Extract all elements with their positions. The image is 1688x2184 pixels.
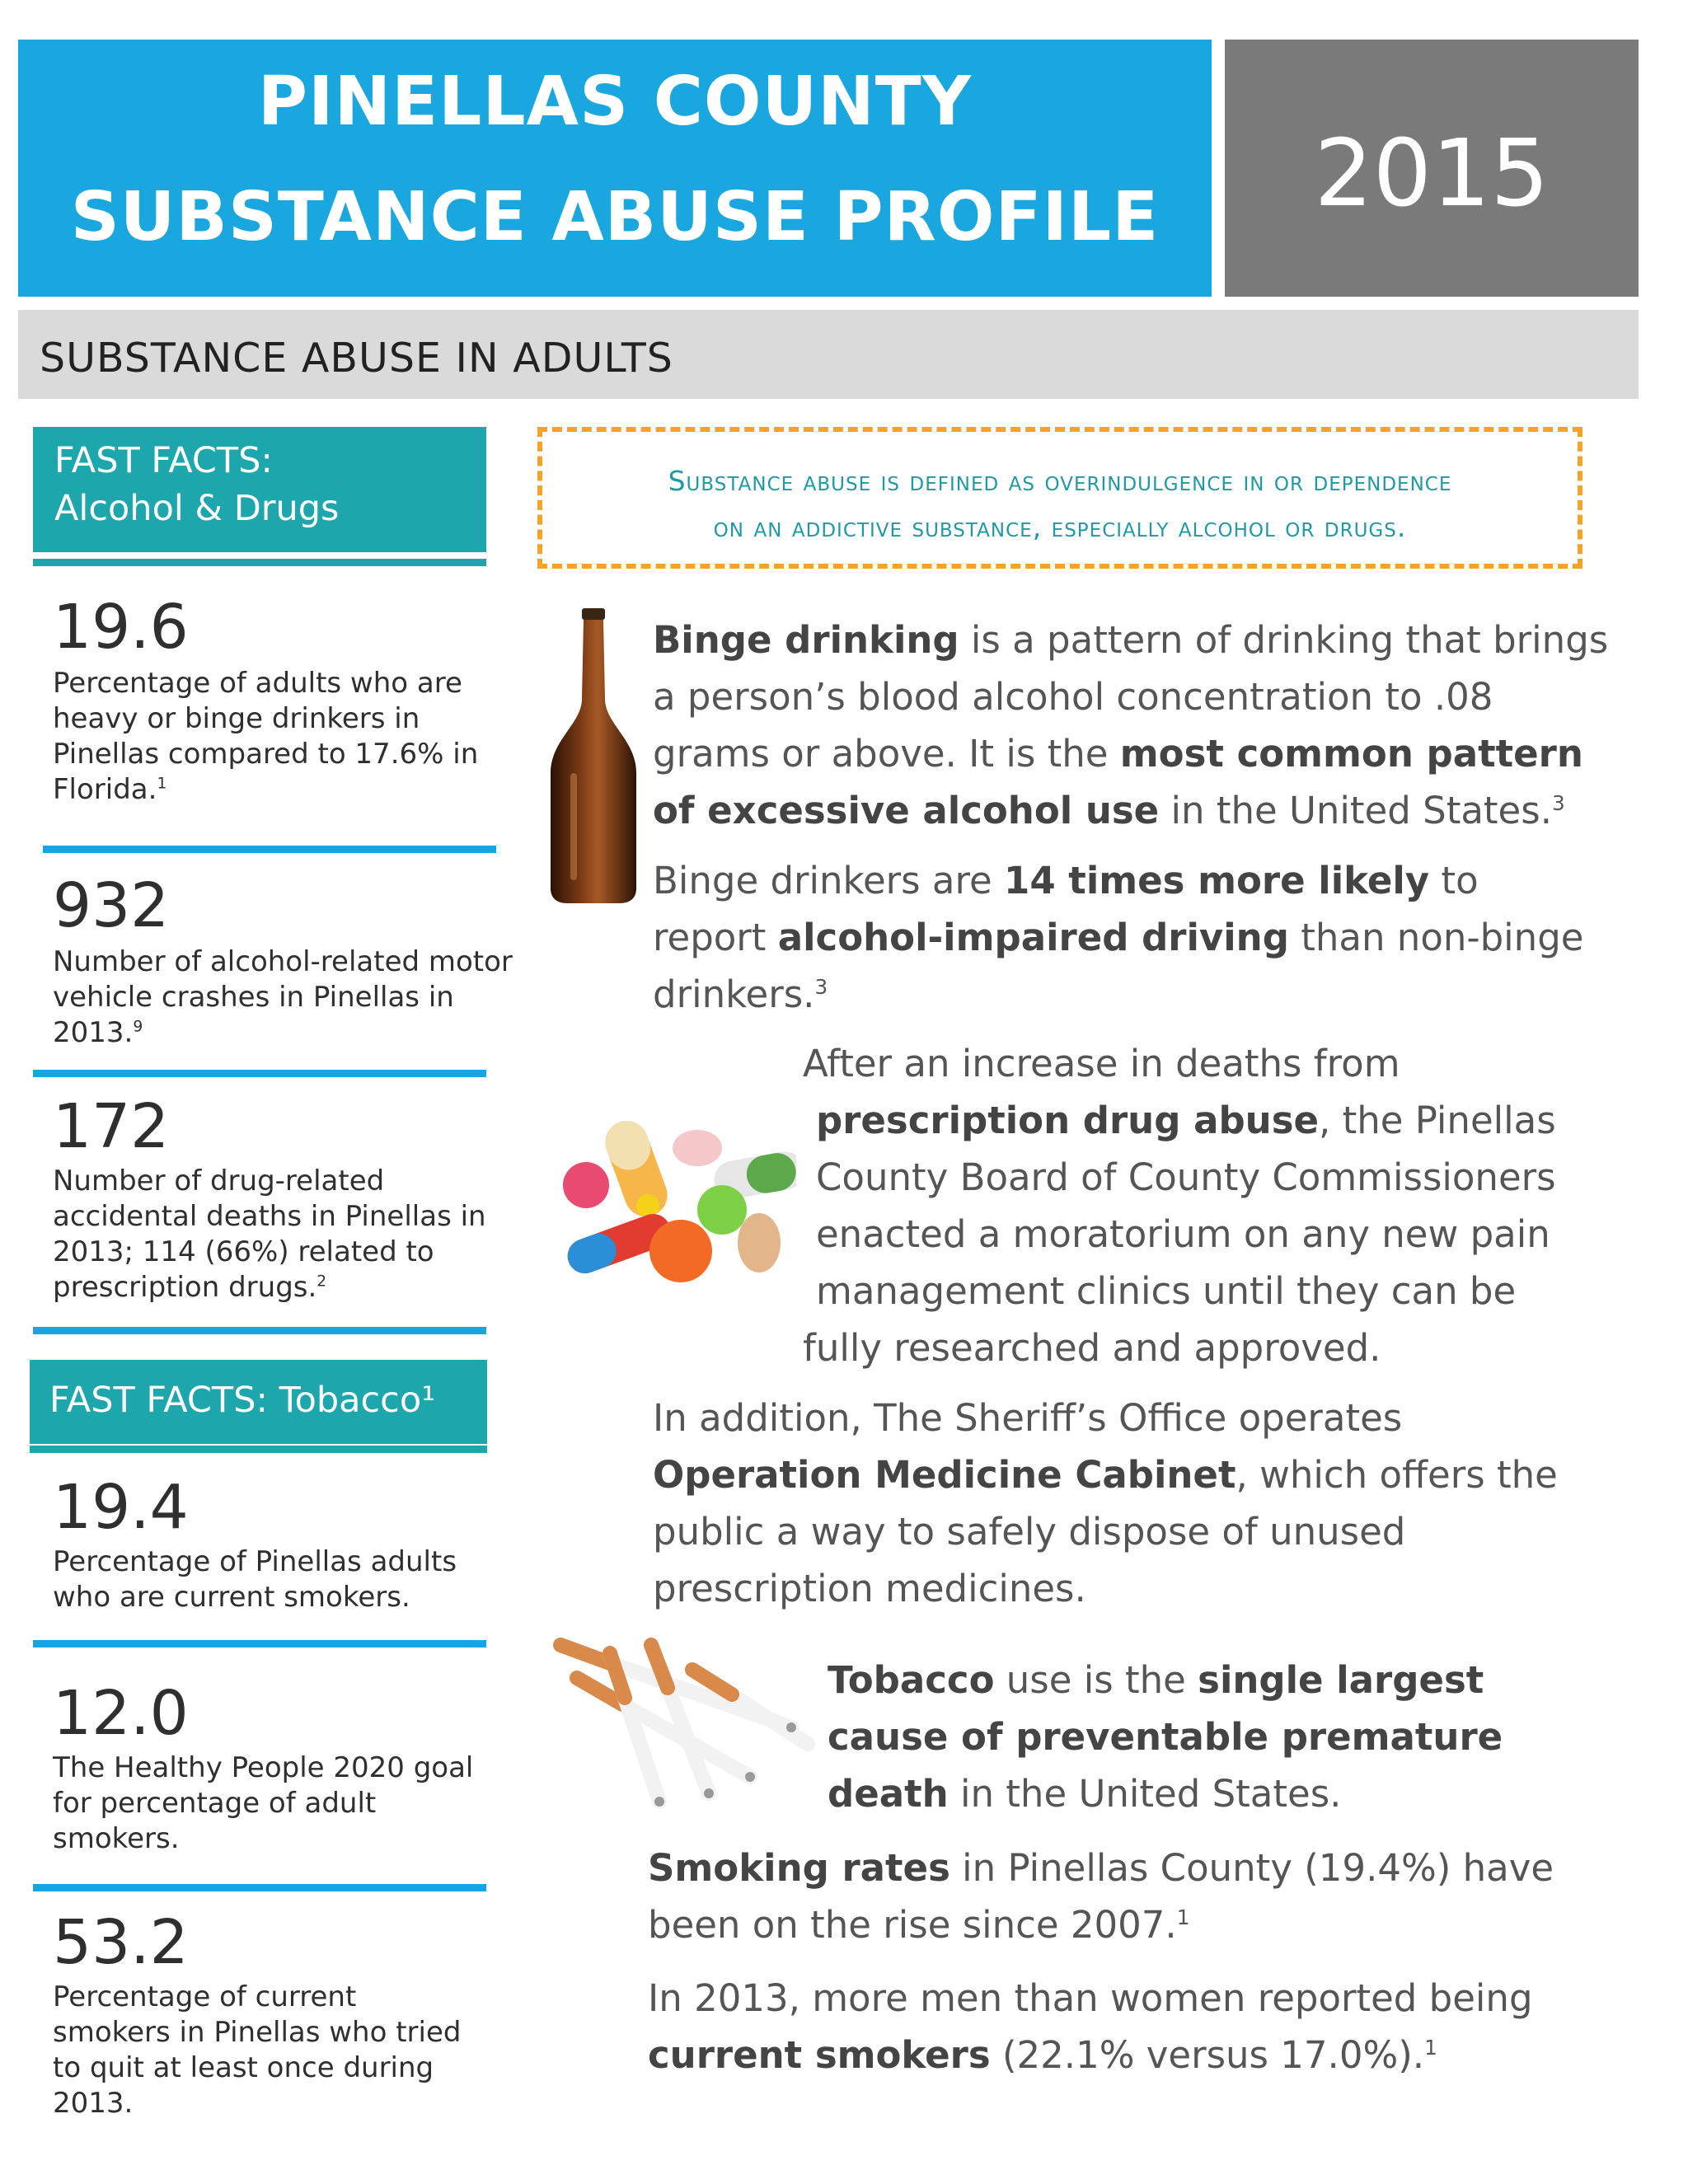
- stat-value: 172: [53, 1091, 170, 1162]
- title-line-2: SUBSTANCE ABUSE PROFILE: [70, 178, 1160, 256]
- stat-value: 12.0: [53, 1678, 189, 1749]
- stat-value: 19.6: [53, 592, 189, 663]
- stat-description: Percentage of current smokers in Pinellas who tried to quit at least once during 2013.: [53, 1980, 462, 2120]
- fast-facts-drugs-heading-line1: FAST FACTS:: [54, 440, 273, 481]
- section-title: SUBSTANCE ABUSE IN ADULTS: [40, 335, 673, 382]
- stat-value: 53.2: [53, 1907, 189, 1978]
- divider: [33, 1327, 486, 1334]
- binge-driving-paragraph: Binge drinkers are 14 times more likely to report alcohol-impaired driving than non-binge drinkers.$^3$: [653, 859, 1584, 1016]
- cigarettes-icon: [544, 1629, 816, 1818]
- definition-line-1: Substance abuse is defined as overindulgence in or dependence: [668, 465, 1452, 497]
- medicine-cabinet-paragraph: In addition, The Sheriff’s Office operates Operation Medicine Cabinet, which offers the public a way to safely dispose of unused prescription medicines.: [653, 1396, 1558, 1610]
- fast-facts-drugs-heading-line2: Alcohol & Drugs: [54, 488, 340, 529]
- tobacco-paragraph: Tobacco use is the single largest cause of preventable premature death in the United States.: [828, 1658, 1503, 1816]
- fast-facts-tobacco-heading: [30, 1360, 487, 1444]
- stat-description: The Healthy People 2020 goal for percentage of adult smokers.: [53, 1751, 474, 1855]
- section-bar: [18, 310, 1639, 399]
- beer-bottle-icon: [544, 608, 643, 905]
- pills-icon: [549, 1111, 796, 1292]
- stat-description: Number of drug-related accidental deaths in Pinellas in 2013; 114 (66%) related to prescription drugs.$^2$: [53, 1165, 486, 1304]
- definition-line-2: on an addictive substance, especially alcohol or drugs.: [713, 511, 1407, 543]
- fast-facts-drugs-heading: [33, 427, 486, 552]
- stat-value: 19.4: [53, 1472, 189, 1543]
- stat-value: 932: [53, 870, 170, 941]
- divider: [33, 1884, 486, 1891]
- divider: [33, 1070, 486, 1077]
- divider: [33, 1640, 486, 1647]
- stat-description: Percentage of Pinellas adults who are current smokers.: [53, 1545, 457, 1614]
- fast-facts-tobacco-heading-text: FAST FACTS: Tobacco¹: [49, 1380, 436, 1421]
- prescription-paragraph: After an increase in deaths from prescription drug abuse, the Pinellas County Board of County Commissioners enacted a moratorium on any new pain management clinics until they can be fully researched and approved.: [803, 1042, 1556, 1370]
- definition-box: [537, 427, 1582, 569]
- men-women-smokers-paragraph: In 2013, more men than women reported being current smokers (22.1% versus 17.0%).$^1$: [648, 1976, 1533, 2077]
- year-label: 2015: [1314, 120, 1550, 227]
- title-line-1: PINELLAS COUNTY: [257, 63, 973, 141]
- year-banner: [1225, 40, 1639, 297]
- title-banner: [18, 40, 1212, 297]
- smoking-rates-paragraph: Smoking rates in Pinellas County (19.4%) have been on the rise since 2007.$^1$: [648, 1846, 1554, 1947]
- stat-description: Number of alcohol-related motor vehicle crashes in Pinellas in 2013.$^9$: [53, 945, 513, 1049]
- binge-drinking-paragraph: Binge drinking is a pattern of drinking that brings a person’s blood alcohol concentration to .08 grams or above. It is the most common pattern of excessive alcohol use in the United States.$^3$: [653, 618, 1609, 832]
- divider: [30, 1446, 487, 1453]
- divider: [43, 846, 496, 853]
- stat-description: Percentage of adults who are heavy or binge drinkers in Pinellas compared to 17.6% in Florida.$^1$: [53, 667, 479, 806]
- divider: [33, 559, 486, 566]
